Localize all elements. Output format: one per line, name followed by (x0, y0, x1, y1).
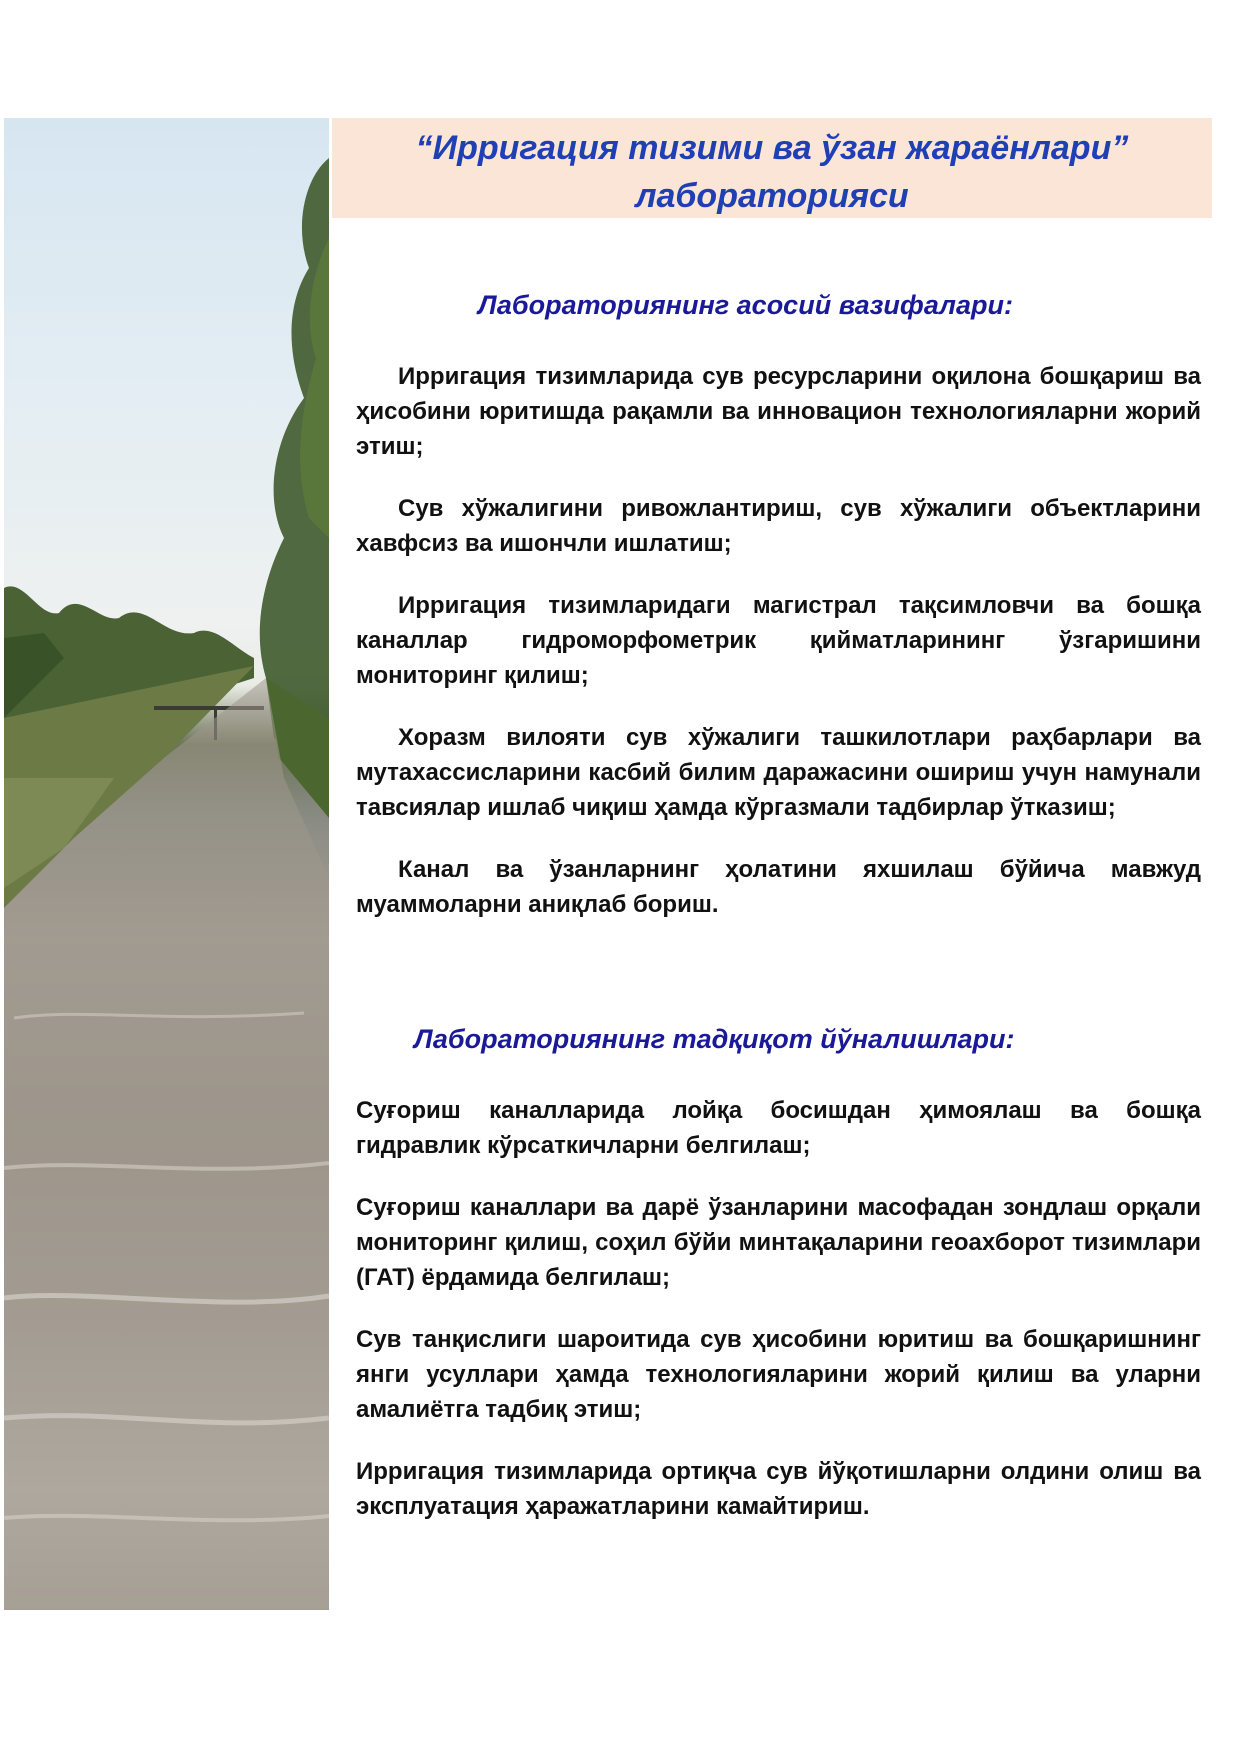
research-item: Ирригация тизимларида ортиқча сув йўқотишларни олдини олиш ва эксплуатация ҳаражатларини камайтириш. (356, 1458, 1201, 1520)
title-line-2: лабораторияси (635, 177, 909, 215)
task-item: Канал ва ўзанларнинг ҳолатини яхшилаш бўйича мавжуд муаммоларни аниқлаб бориш. (356, 856, 1201, 918)
research-list (356, 1093, 1201, 1551)
research-item: Суғориш каналлари ва дарё ўзанларини масофадан зондлаш орқали мониторинг қилиш, соҳил бўйи минтақаларини геоахборот тизимлари (ГАТ) ёрдамида белгилаш; (356, 1194, 1201, 1291)
page-title (332, 124, 1212, 220)
research-heading: Лабораториянинг тадқиқот йўналишлари: (414, 1024, 1015, 1054)
task-item: Сув хўжалигини ривожлантириш, сув хўжалиги объектларини хавфсиз ва ишончли ишлатиш; (356, 495, 1201, 557)
research-item: Суғориш каналларида лойқа босишдан ҳимоялаш ва бошқа гидравлик кўрсаткичларни белгилаш; (356, 1097, 1201, 1159)
research-item: Сув танқислиги шароитида сув ҳисобини юритиш ва бошқаришнинг янги усуллари ҳамда технологияларини жорий қилиш ва уларни амалиётга тадбиқ этиш; (356, 1326, 1201, 1423)
canal-photo (4, 118, 329, 1610)
title-line-1: “Ирригация тизими ва ўзан жараёнлари” (415, 129, 1129, 167)
task-item: Ирригация тизимларида сув ресурсларини оқилона бошқариш ва ҳисобини юритишда рақамли ва инновацион технологияларни жорий этиш; (356, 363, 1201, 460)
tasks-list (356, 359, 1201, 949)
tasks-heading: Лабораториянинг асосий вазифалари: (478, 290, 1013, 320)
task-item: Хоразм вилояти сув хўжалиги ташкилотлари раҳбарлари ва мутахассисларини касбий билим даражасини ошириш учун намунали тавсиялар ишлаб чиқиш ҳамда кўргазмали тадбирлар ўтказиш; (356, 724, 1201, 821)
task-item: Ирригация тизимларидаги магистрал тақсимловчи ва бошқа каналлар гидроморфометрик қийматларининг ўзгаришини мониторинг қилиш; (356, 592, 1201, 689)
